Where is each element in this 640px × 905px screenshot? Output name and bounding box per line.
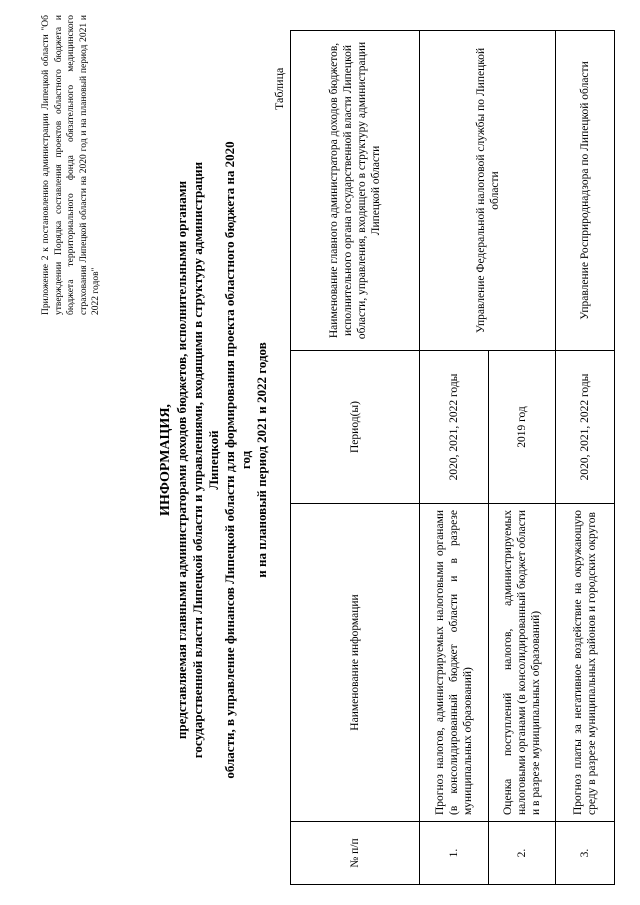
row-period: 2019 год <box>489 351 556 504</box>
information-table <box>290 30 615 885</box>
appendix-note: Приложение 2 к постановлению администрации Липецкой области "Об утверждении Порядка составления проектов областного бюджета и бюджета территориального фонда обязательного медицинского страхования Липецкой области на 2020 год и на плановый период 2021 и 2022 годов" <box>41 15 101 315</box>
row-period: 2020, 2021, 2022 годы <box>556 351 615 504</box>
row-number: 1. <box>420 822 489 885</box>
table-header-row <box>291 31 420 885</box>
header-period: Период(ы) <box>291 351 420 504</box>
table-row <box>556 31 615 885</box>
title-line-3: области, в управление финансов Липецкой области для формирования проекта областного бюджета на 2020 год <box>222 141 253 779</box>
table-caption: Таблица <box>272 67 286 110</box>
row-administrator: Управление Росприроднадзора по Липецкой области <box>556 31 615 351</box>
row-period: 2020, 2021, 2022 годы <box>420 351 489 504</box>
header-administrator: Наименование главного администратора доходов бюджетов, исполнительного органа государственной власти Липецкой области, управления, входящего в структуру администрации Липецкой области <box>291 31 420 351</box>
document-title <box>158 135 270 785</box>
header-number: № п/п <box>291 822 420 885</box>
title-line-4: и на плановый период 2021 и 2022 годов <box>254 342 269 578</box>
row-number: 3. <box>556 822 615 885</box>
row-info-name: Оценка поступлений налогов, администрируемых налоговыми органами (в консолидированный бюджет области и в разрезе муниципальных образований) <box>489 504 556 822</box>
title-line-1: представляемая главными администраторами доходов бюджетов, исполнительными органами <box>174 180 189 740</box>
row-info-name: Прогноз платы за негативное воздействие на окружающую среду в разрезе муниципальных районов и городских округов <box>556 504 615 822</box>
table-row <box>420 31 489 885</box>
title-line-2: государственной власти Липецкой области и управлениями, входящими в структуру администрации Липецкой <box>190 161 221 759</box>
title-main: ИНФОРМАЦИЯ, <box>158 404 173 516</box>
row-administrator: Управление Федеральной налоговой службы по Липецкой области <box>420 31 556 351</box>
header-info-name: Наименование информации <box>291 504 420 822</box>
row-number: 2. <box>489 822 556 885</box>
row-info-name: Прогноз налогов, администрируемых налоговыми органами (в консолидированный бюджет области и в разрезе муниципальных образований) <box>420 504 489 822</box>
